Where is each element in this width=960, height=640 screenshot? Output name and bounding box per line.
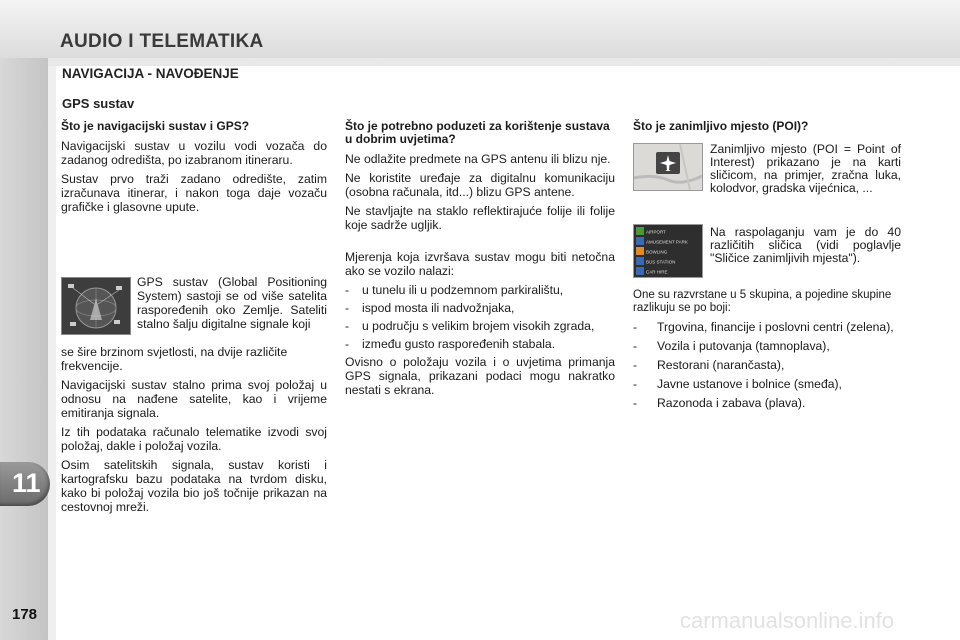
col2-p3: Ne stavljajte na staklo reflektirajuće folije ili folije koje sadrže ugljik.: [345, 204, 615, 232]
col3-list: [633, 320, 901, 410]
col1-p5: Osim satelitskih signala, sustav koristi i kartografsku bazu podataka na tvrdom disku, kako bi položaj vozila bio još točnije prikazan na cestovnoj mreži.: [61, 458, 327, 514]
list-item: - Vozila i putovanja (tamnoplava),: [633, 339, 901, 353]
col1-p3: Navigacijski sustav stalno prima svoj položaj u odnosu na nađene satelite, kao i vrijeme emitiranja signala.: [61, 378, 327, 420]
menu-item-bowling: BOWLING: [646, 249, 668, 255]
col1-p2: Sustav prvo traži zadano odredište, zatim izračunava itinerar, i nakon toga daje vozaču grafičke i glasovne upute.: [61, 172, 327, 214]
chapter-number: 11: [12, 468, 41, 498]
column-2: [345, 120, 615, 402]
list-item: - ispod mosta ili nadvožnjaka,: [345, 301, 615, 315]
section-heading: GPS sustav: [62, 96, 135, 111]
divider-top: [48, 58, 960, 66]
poi-text-2: Na raspolaganju vam je do 40 različitih sličica (vidi poglavlje "Sličice zanimljivih mjesta").: [710, 225, 901, 265]
gps-intro-text: GPS sustav (Global Positioning System) sastoji se od više satelita raspoređenih oko Zemlje. Sateliti stalno šalju digitalne signale koji: [137, 275, 327, 331]
poi-groups: [633, 289, 901, 415]
col2-p5: Ovisno o položaju vozila i o uvjetima primanja GPS signala, prikazani podaci mogu nakratko nestati s ekrana.: [345, 355, 615, 397]
menu-item-airport: AIRPORT: [646, 229, 666, 235]
airport-poi-map-image: [633, 143, 703, 191]
col1-p1: Navigacijski sustav u vozilu vodi vozača do zadanog odredišta, po izabranom itineraru.: [61, 139, 327, 167]
page-number: 178: [12, 606, 38, 623]
menu-item-carhire: CAR HIRE: [646, 269, 668, 275]
section-subtitle: NAVIGACIJA - NAVOĐENJE: [62, 66, 239, 81]
list-item: - Trgovina, financije i poslovni centri (zelena),: [633, 320, 901, 334]
menu-item-amusement: AMUSEMENT PARK: [646, 239, 688, 245]
col2-p1: Ne odlažite predmete na GPS antenu ili blizu nje.: [345, 152, 611, 166]
side-band: [0, 58, 48, 640]
col2-list: [345, 283, 615, 351]
poi-menu-image: [633, 224, 703, 278]
groups-intro: One su razvrstane u 5 skupina, a pojedine skupine razlikuju se po boji:: [633, 289, 892, 314]
list-item: - u tunelu ili u podzemnom parkiralištu,: [345, 283, 615, 297]
gps-rest: [61, 345, 327, 519]
divider-left: [48, 66, 56, 640]
column-3: [633, 120, 901, 139]
col1-heading: Što je navigacijski sustav i GPS?: [61, 119, 250, 133]
gps-cont: se šire brzinom svjetlosti, na dvije različite frekvencije.: [61, 345, 288, 373]
list-item: - u području s velikim brojem visokih zgrada,: [345, 319, 615, 333]
poi-text-1: Zanimljivo mjesto (POI = Point of Interest) prikazano je na karti sličicom, na primjer, zračna luka, kolodvor, gradska vijećnica, ...: [710, 142, 901, 195]
col3-heading: Što je zanimljivo mjesto (POI)?: [633, 119, 809, 133]
list-item: - između gusto raspoređenih stabala.: [345, 337, 615, 351]
col2-p2: Ne koristite uređaje za digitalnu komunikaciju (osobna računala, itd...) blizu GPS antene.: [345, 171, 615, 199]
satellite-globe-image: [61, 277, 131, 335]
col1-p4: Iz tih podataka računalo telematike izvodi svoj položaj, dakle i položaj vozila.: [61, 425, 327, 453]
column-1: [61, 120, 327, 219]
watermark: carmanualsonline.info: [680, 608, 895, 633]
col2-p4: Mjerenja koja izvršava sustav mogu biti netočna ako se vozilo nalazi:: [345, 250, 615, 278]
menu-item-bus: BUS STATION: [646, 259, 676, 265]
list-item: - Restorani (narančasta),: [633, 358, 901, 372]
list-item: - Razonoda i zabava (plava).: [633, 396, 901, 410]
chapter-tab: [0, 462, 50, 506]
col2-heading: Što je potrebno poduzeti za korištenje sustava u dobrim uvjetima?: [345, 119, 610, 146]
list-item: - Javne ustanove i bolnice (smeđa),: [633, 377, 901, 391]
page-title: AUDIO I TELEMATIKA: [60, 31, 264, 52]
